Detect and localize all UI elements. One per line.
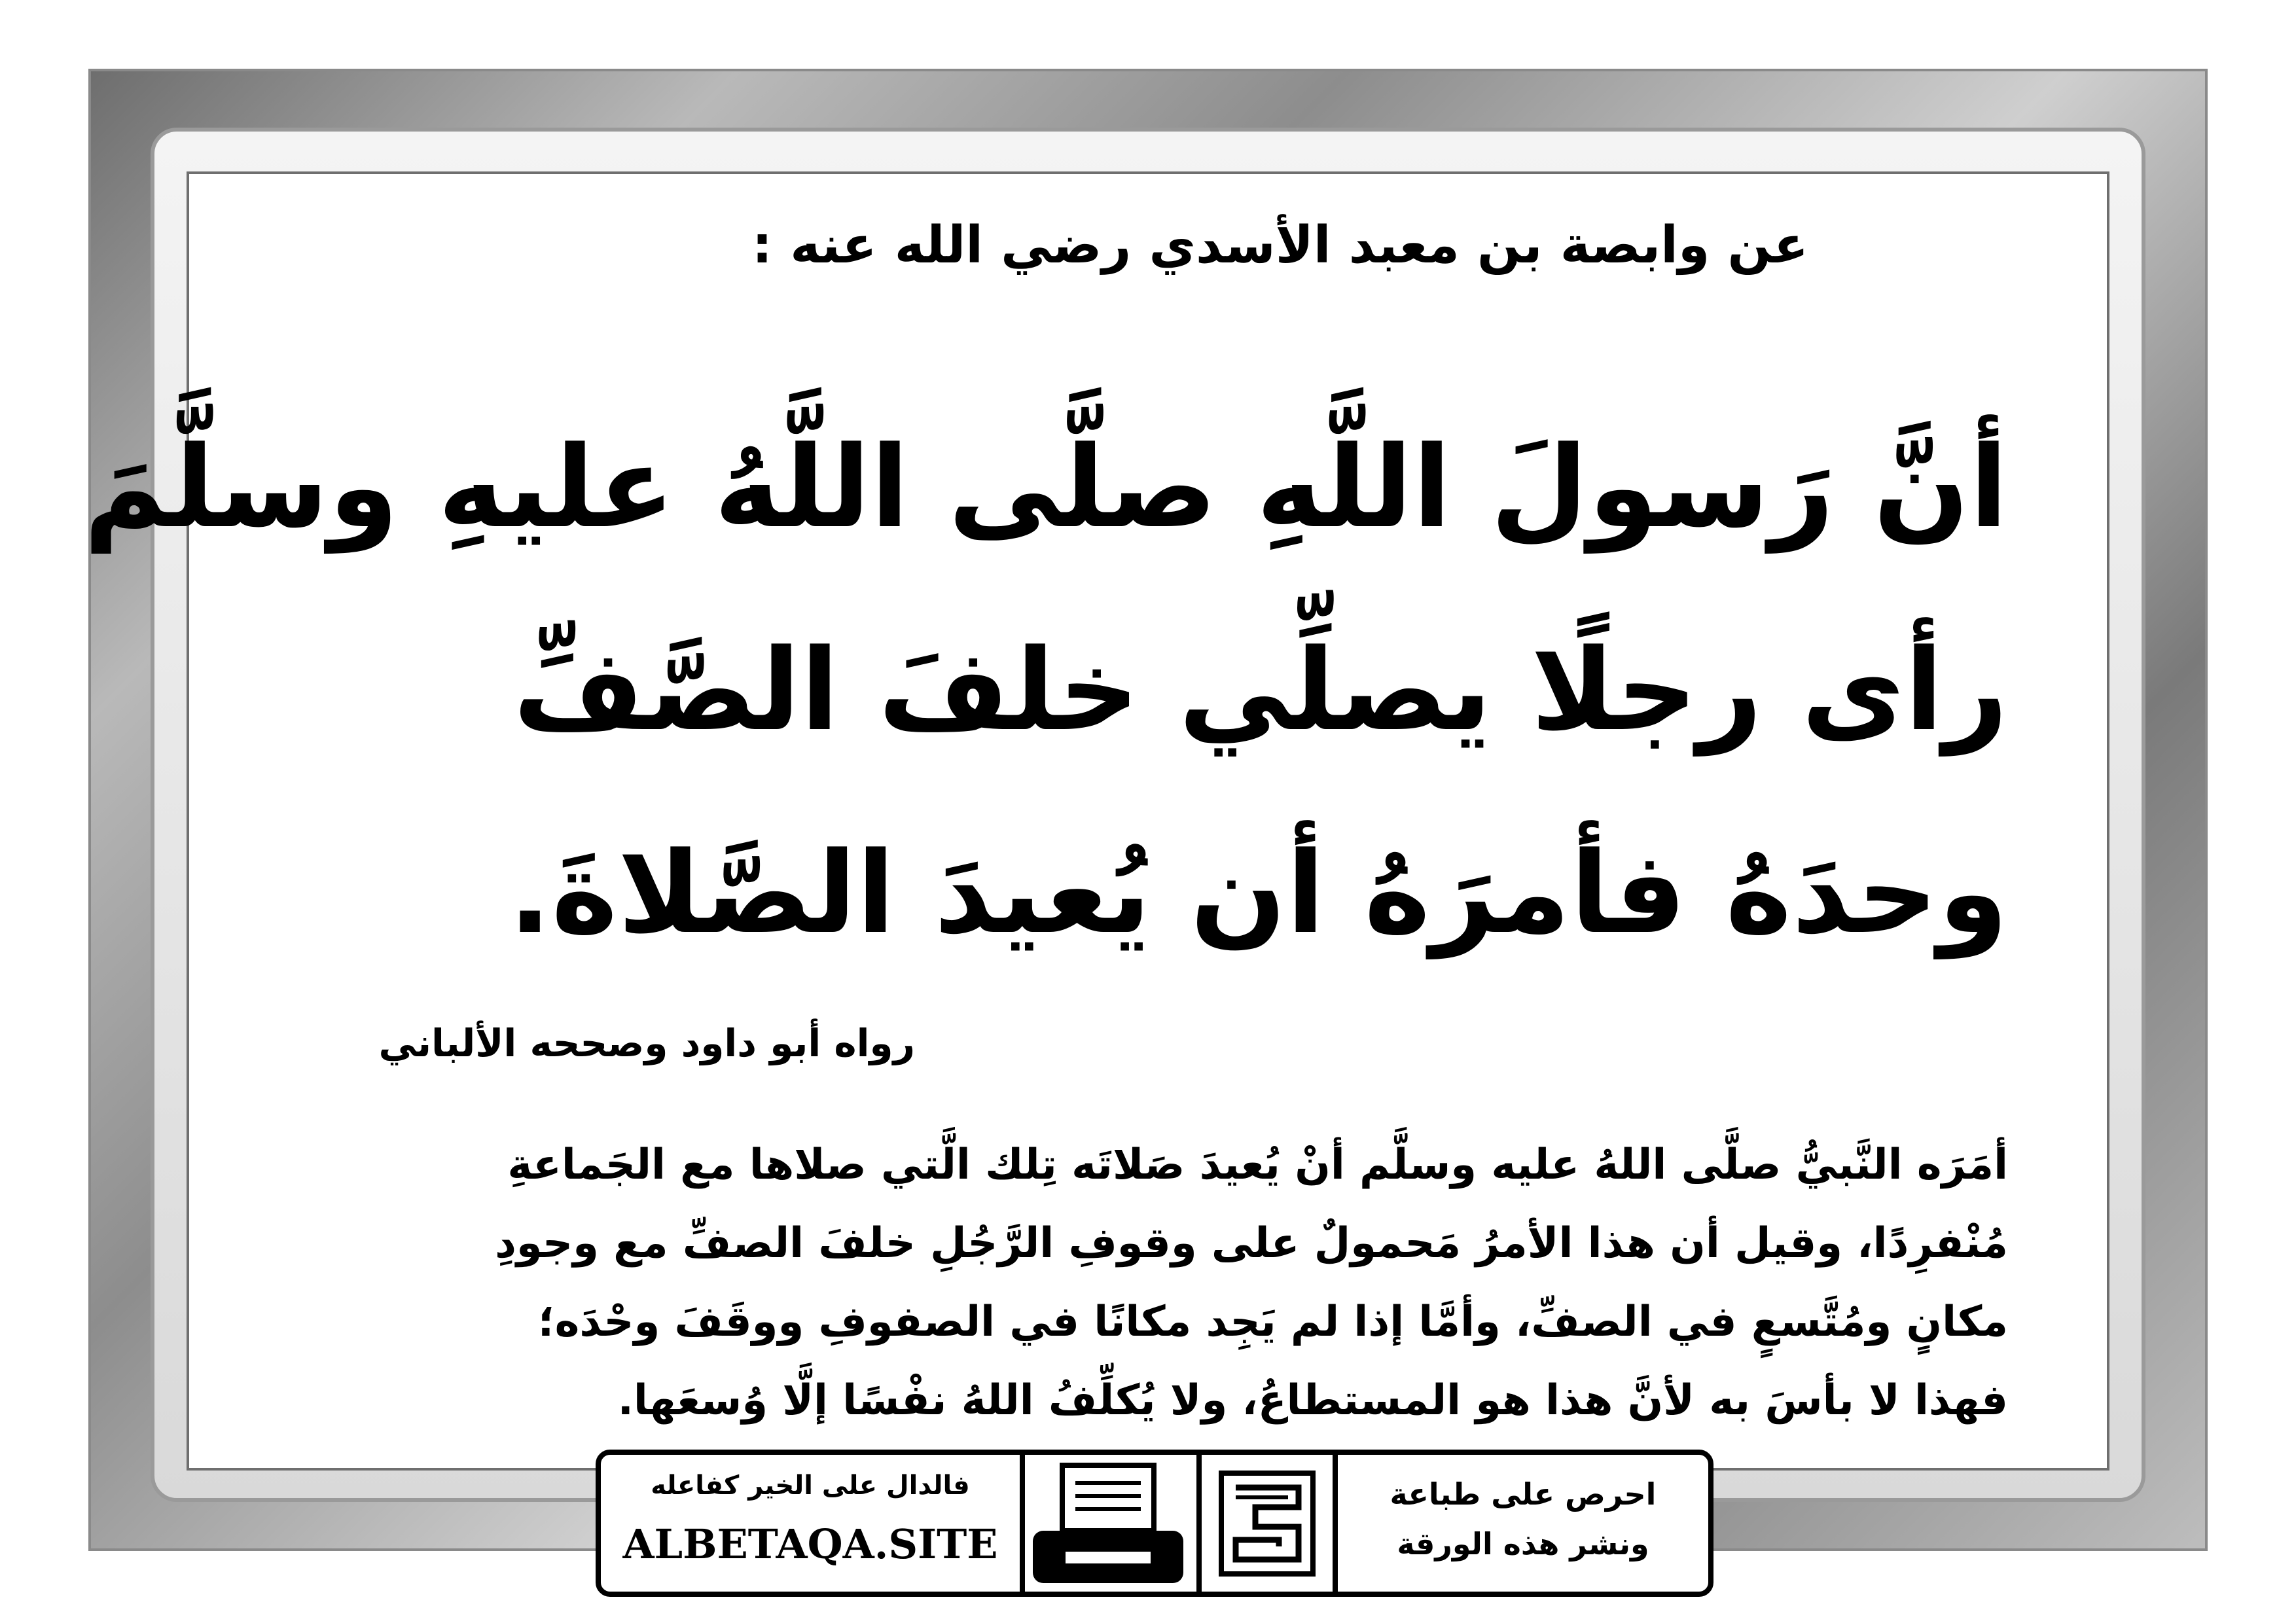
site-tagline: فالدال على الخير كفاعله xyxy=(651,1471,970,1501)
footer-bar xyxy=(596,1450,1713,1597)
hadith-line: رأى رجلًا يصلِّي خلفَ الصَّفِّ xyxy=(513,624,2008,756)
site-cell xyxy=(601,1455,1020,1592)
commentary-line: أمَرَه النَّبيُّ صلَّى اللهُ عليه وسلَّم أنْ يُعيدَ صَلاتَه تِلك الَّتي صلاها مع الجَماعةِ xyxy=(507,1141,2008,1189)
logo-cell xyxy=(1202,1455,1333,1592)
printer-icon xyxy=(1020,1460,1196,1597)
note-line: احرص على طباعة xyxy=(1390,1476,1657,1512)
commentary-line: مكانٍ ومُتَّسعٍ في الصفِّ، وأمَّا إذا لم يَجِد مكانًا في الصفوفِ ووقَفَ وحْدَه؛ xyxy=(538,1298,2008,1346)
commentary-text xyxy=(280,1126,2008,1440)
hadith-source: رواه أبو داود وصححه الألباني xyxy=(378,1021,915,1065)
narrator-heading: عن وابصة بن معبد الأسدي رضي الله عنه : xyxy=(751,216,1808,275)
site-url[interactable]: ALBETAQA.SITE xyxy=(622,1520,998,1568)
hadith-text xyxy=(83,386,2008,995)
commentary-line: مُنْفرِدًا، وقيل أن هذا الأمرُ مَحمولٌ على وقوفِ الرَّجُلِ خلفَ الصفِّ مع وجودِ xyxy=(495,1219,2008,1268)
footer-divider xyxy=(1196,1455,1202,1592)
hadith-line: أنَّ رَسولَ اللَّهِ صلَّى اللَّهُ عليهِ وسلَّمَ xyxy=(83,421,2008,553)
commentary-line: فهذا لا بأسَ به لأنَّ هذا هو المستطاعُ، ولا يُكلِّفُ اللهُ نفْسًا إلَّا وُسعَها. xyxy=(617,1376,2008,1425)
print-note xyxy=(1338,1469,1708,1569)
note-line: ونشر هذه الورقة xyxy=(1397,1526,1649,1561)
hadith-line: وحدَهُ فأمرَهُ أن يُعيدَ الصَّلاةَ. xyxy=(508,827,2008,959)
calligraphy-logo xyxy=(1216,1468,1318,1579)
note-cell xyxy=(1338,1455,1708,1592)
footer-divider xyxy=(1333,1455,1338,1592)
print-cell xyxy=(1020,1455,1196,1592)
